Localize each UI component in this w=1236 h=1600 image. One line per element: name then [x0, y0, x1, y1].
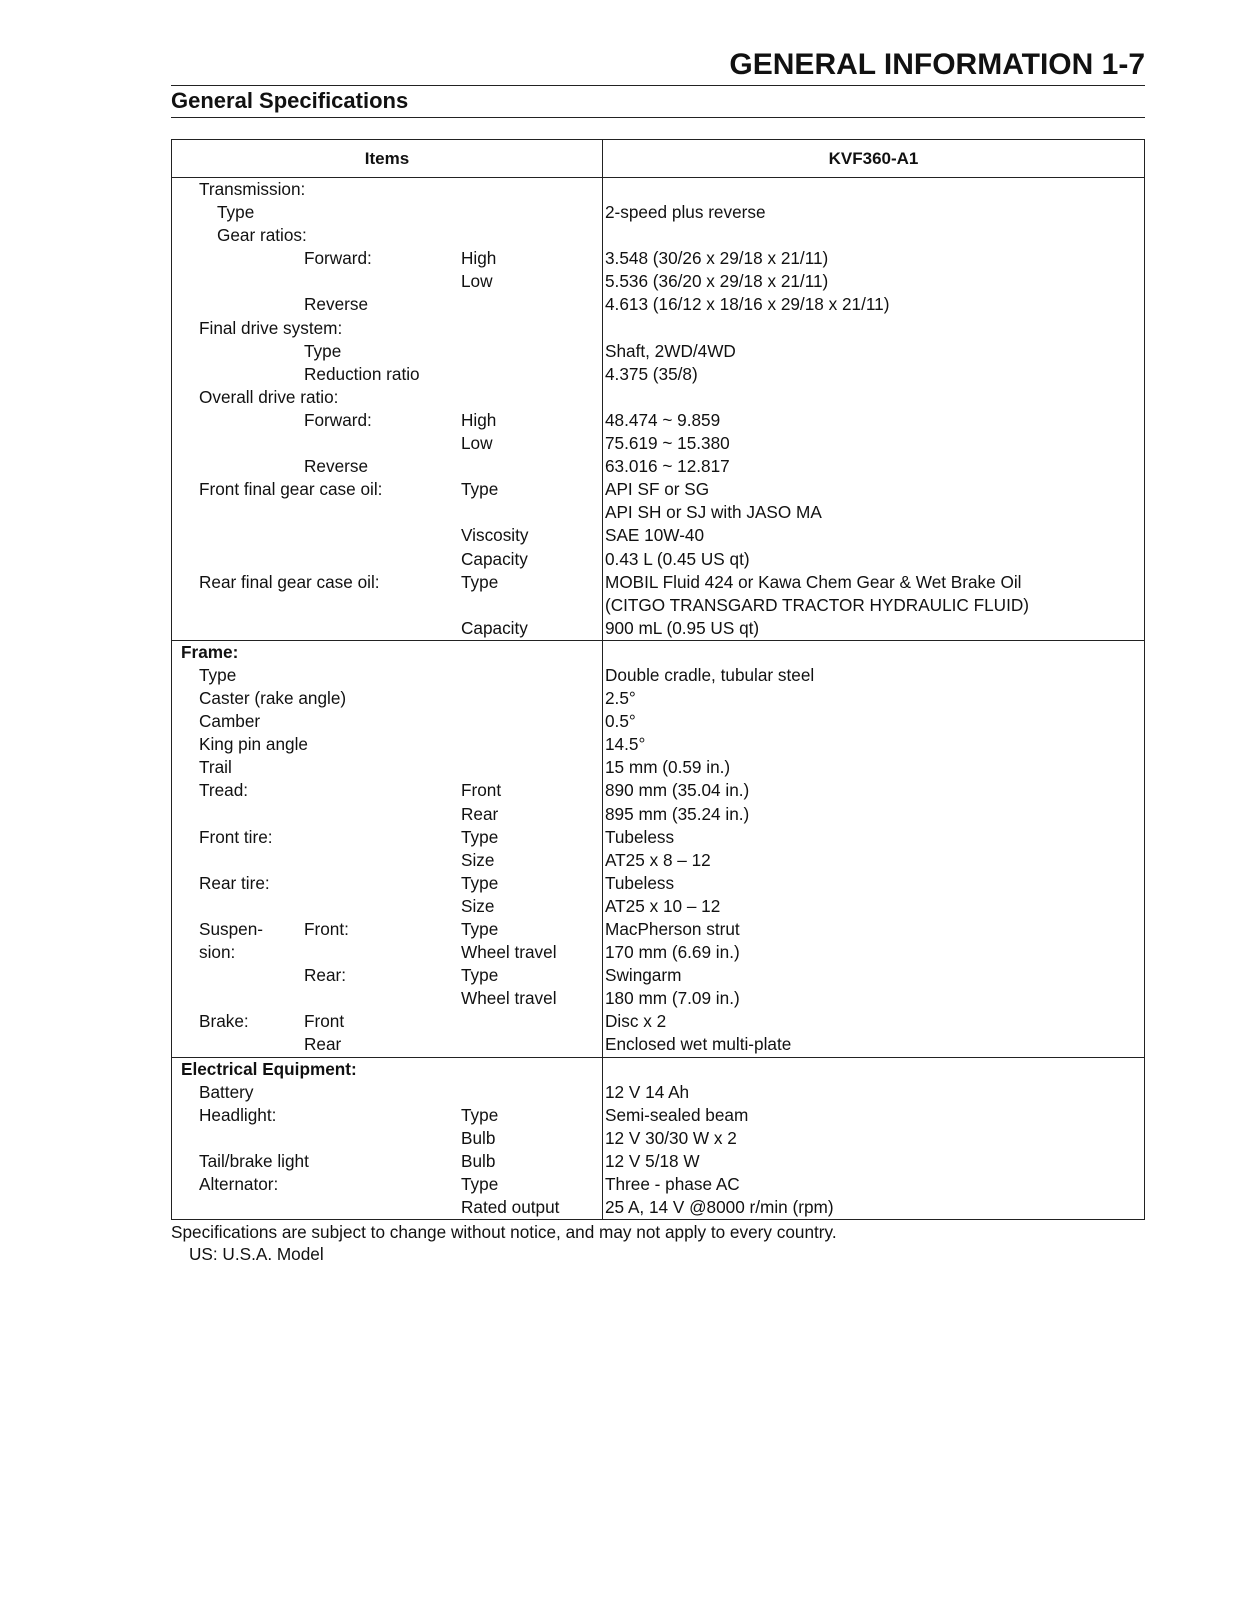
table-row [172, 1104, 1144, 1127]
section-heading: Electrical Equipment: [181, 1058, 357, 1079]
spec-value: 75.619 ~ 15.380 [605, 433, 730, 454]
spec-value: 5.536 (36/20 x 29/18 x 21/11) [605, 271, 829, 292]
table-row [172, 386, 1144, 409]
table-row [172, 779, 1144, 802]
spec-label: Type [461, 826, 499, 847]
spec-label: Capacity [461, 548, 528, 569]
spec-value: 63.016 ~ 12.817 [605, 456, 730, 477]
spec-label: Type [199, 664, 237, 685]
spec-label: Trail [199, 757, 232, 778]
table-row [172, 432, 1144, 455]
page-header: GENERAL INFORMATION 1-7 [729, 48, 1145, 81]
table-row [172, 1150, 1144, 1173]
table-row [172, 409, 1144, 432]
table-row [172, 571, 1144, 594]
table-row [172, 987, 1144, 1010]
spec-label: Type [461, 965, 499, 986]
table-row [172, 501, 1144, 524]
spec-label: Size [461, 849, 495, 870]
spec-label: sion: [199, 942, 236, 963]
spec-label: Rear final gear case oil: [199, 571, 380, 592]
spec-label: Rear [461, 803, 499, 824]
spec-value: Shaft, 2WD/4WD [605, 340, 736, 361]
spec-value: MacPherson strut [605, 919, 740, 939]
spec-label: Transmission: [199, 179, 306, 199]
spec-value: 12 V 5/18 W [605, 1150, 700, 1171]
spec-value: 900 mL (0.95 US qt) [605, 617, 760, 638]
spec-label: Battery [199, 1081, 254, 1102]
spec-value: SAE 10W-40 [605, 525, 705, 546]
spec-value: 0.43 L (0.45 US qt) [605, 548, 750, 569]
table-row [172, 270, 1144, 293]
spec-value: 14.5° [605, 734, 646, 755]
table-row [172, 247, 1144, 270]
spec-label: Size [461, 895, 495, 916]
spec-label: Tread: [199, 780, 249, 801]
spec-value: MOBIL Fluid 424 or Kawa Chem Gear & Wet Brake Oil [605, 571, 1022, 592]
spec-label: King pin angle [199, 734, 308, 755]
table-row [172, 478, 1144, 501]
table-row [172, 455, 1144, 478]
table-row [172, 201, 1144, 224]
spec-label: Type [304, 340, 342, 361]
spec-label: Type [461, 1104, 499, 1125]
spec-value: 2-speed plus reverse [605, 202, 766, 223]
spec-label: Low [461, 433, 493, 454]
table-row [172, 733, 1144, 756]
spec-label: Type [461, 479, 499, 500]
table-row [172, 1010, 1144, 1033]
spec-value: Tubeless [605, 872, 675, 893]
spec-label: Type [461, 1174, 499, 1195]
spec-label: Reverse [304, 456, 368, 477]
table-row [172, 1173, 1144, 1196]
spec-label: Front [304, 1011, 345, 1032]
spec-value: 0.5° [605, 711, 636, 732]
spec-label: Front tire: [199, 826, 273, 847]
table-section [172, 178, 1144, 641]
spec-value: Enclosed wet multi-plate [605, 1034, 792, 1055]
table-row [172, 849, 1144, 872]
spec-value: 180 mm (7.09 in.) [605, 988, 740, 1009]
table-row [172, 826, 1144, 849]
footnote-1: Specifications are subject to change without notice, and may not apply to every country. [171, 1222, 837, 1242]
table-row [172, 710, 1144, 733]
table-row [172, 1033, 1144, 1056]
table-row [172, 1058, 1144, 1081]
table-row [172, 178, 1144, 201]
table-row [172, 664, 1144, 687]
table-row [172, 941, 1144, 964]
table-row [172, 1081, 1144, 1104]
table-row [172, 293, 1144, 316]
spec-label: Gear ratios: [217, 225, 307, 246]
spec-label: Forward: [304, 409, 372, 430]
spec-label: Alternator: [199, 1174, 279, 1195]
spec-value: AT25 x 10 – 12 [605, 895, 721, 916]
spec-value: 15 mm (0.59 in.) [605, 757, 731, 778]
spec-value: 4.375 (35/8) [605, 363, 698, 384]
spec-label: Overall drive ratio: [199, 386, 339, 407]
table-row [172, 895, 1144, 918]
spec-value: 4.613 (16/12 x 18/16 x 29/18 x 21/11) [605, 294, 890, 315]
spec-value: Double cradle, tubular steel [605, 664, 815, 685]
table-row [172, 224, 1144, 247]
table-row [172, 964, 1144, 987]
table-row [172, 548, 1144, 571]
spec-label: Rear [304, 1034, 342, 1055]
spec-label: Rear: [304, 965, 347, 986]
table-row [172, 340, 1144, 363]
spec-label: Front [461, 780, 502, 801]
table-header [172, 140, 1144, 178]
spec-label: Type [461, 571, 499, 592]
spec-label: Rated output [461, 1197, 560, 1218]
spec-label: Suspen- [199, 919, 264, 939]
section-title: General Specifications [171, 88, 409, 113]
spec-value: Tubeless [605, 826, 675, 847]
spec-label: Reduction ratio [304, 363, 420, 384]
spec-label: Type [217, 202, 255, 223]
table-row [172, 872, 1144, 895]
spec-value: 12 V 30/30 W x 2 [605, 1127, 737, 1148]
table-row [172, 363, 1144, 386]
spec-label: Headlight: [199, 1104, 277, 1125]
spec-label: Type [461, 919, 499, 939]
table-row [172, 918, 1144, 941]
table-row [172, 594, 1144, 617]
spec-label: Front: [304, 919, 349, 939]
title-rule [171, 117, 1145, 118]
spec-value: 170 mm (6.69 in.) [605, 942, 740, 963]
spec-label: Final drive system: [199, 317, 343, 338]
spec-value: API SH or SJ with JASO MA [605, 502, 822, 523]
spec-value: (CITGO TRANSGARD TRACTOR HYDRAULIC FLUID) [605, 594, 1029, 615]
spec-value: Swingarm [605, 965, 682, 986]
spec-value: AT25 x 8 – 12 [605, 849, 711, 870]
table-row [172, 803, 1144, 826]
header-rule [171, 85, 1145, 86]
spec-label: Bulb [461, 1127, 496, 1148]
table-row [172, 317, 1144, 340]
table-body [172, 178, 1144, 1219]
spec-table [171, 139, 1145, 1220]
spec-label: Rear tire: [199, 872, 270, 893]
table-row [172, 524, 1144, 547]
table-row [172, 1196, 1144, 1219]
table-row [172, 687, 1144, 710]
spec-value: Three - phase AC [605, 1174, 740, 1195]
spec-value: 12 V 14 Ah [605, 1081, 690, 1102]
spec-value: 890 mm (35.04 in.) [605, 780, 750, 801]
footnote-2: US: U.S.A. Model [189, 1244, 324, 1264]
table-row [172, 617, 1144, 640]
spec-label: Bulb [461, 1150, 496, 1171]
spec-value: Disc x 2 [605, 1011, 667, 1032]
spec-label: Viscosity [461, 525, 529, 546]
spec-label: Wheel travel [461, 942, 557, 963]
table-row [172, 756, 1144, 779]
spec-value: 48.474 ~ 9.859 [605, 409, 721, 430]
spec-label: Caster (rake angle) [199, 688, 347, 709]
table-section [172, 641, 1144, 1058]
spec-value: 895 mm (35.24 in.) [605, 803, 750, 824]
spec-label: Capacity [461, 617, 528, 638]
section-heading: Frame: [181, 641, 239, 662]
table-row [172, 641, 1144, 664]
spec-label: Front final gear case oil: [199, 479, 383, 500]
spec-label: High [461, 409, 497, 430]
spec-label: Type [461, 872, 499, 893]
spec-label: Brake: [199, 1011, 249, 1032]
spec-value: 3.548 (30/26 x 29/18 x 21/11) [605, 248, 829, 269]
table-row [172, 1127, 1144, 1150]
spec-label: Wheel travel [461, 988, 557, 1009]
spec-value: API SF or SG [605, 479, 710, 500]
spec-label: Low [461, 271, 493, 292]
spec-label: Forward: [304, 248, 372, 269]
header-model: KVF360-A1 [828, 148, 919, 168]
spec-value: 2.5° [605, 688, 636, 709]
table-section [172, 1058, 1144, 1220]
spec-label: High [461, 248, 497, 269]
spec-value: Semi-sealed beam [605, 1104, 749, 1125]
spec-value: 25 A, 14 V @8000 r/min (rpm) [605, 1197, 834, 1218]
spec-label: Reverse [304, 294, 368, 315]
spec-label: Tail/brake light [199, 1150, 309, 1171]
spec-label: Camber [199, 711, 261, 732]
header-items: Items [172, 140, 603, 177]
